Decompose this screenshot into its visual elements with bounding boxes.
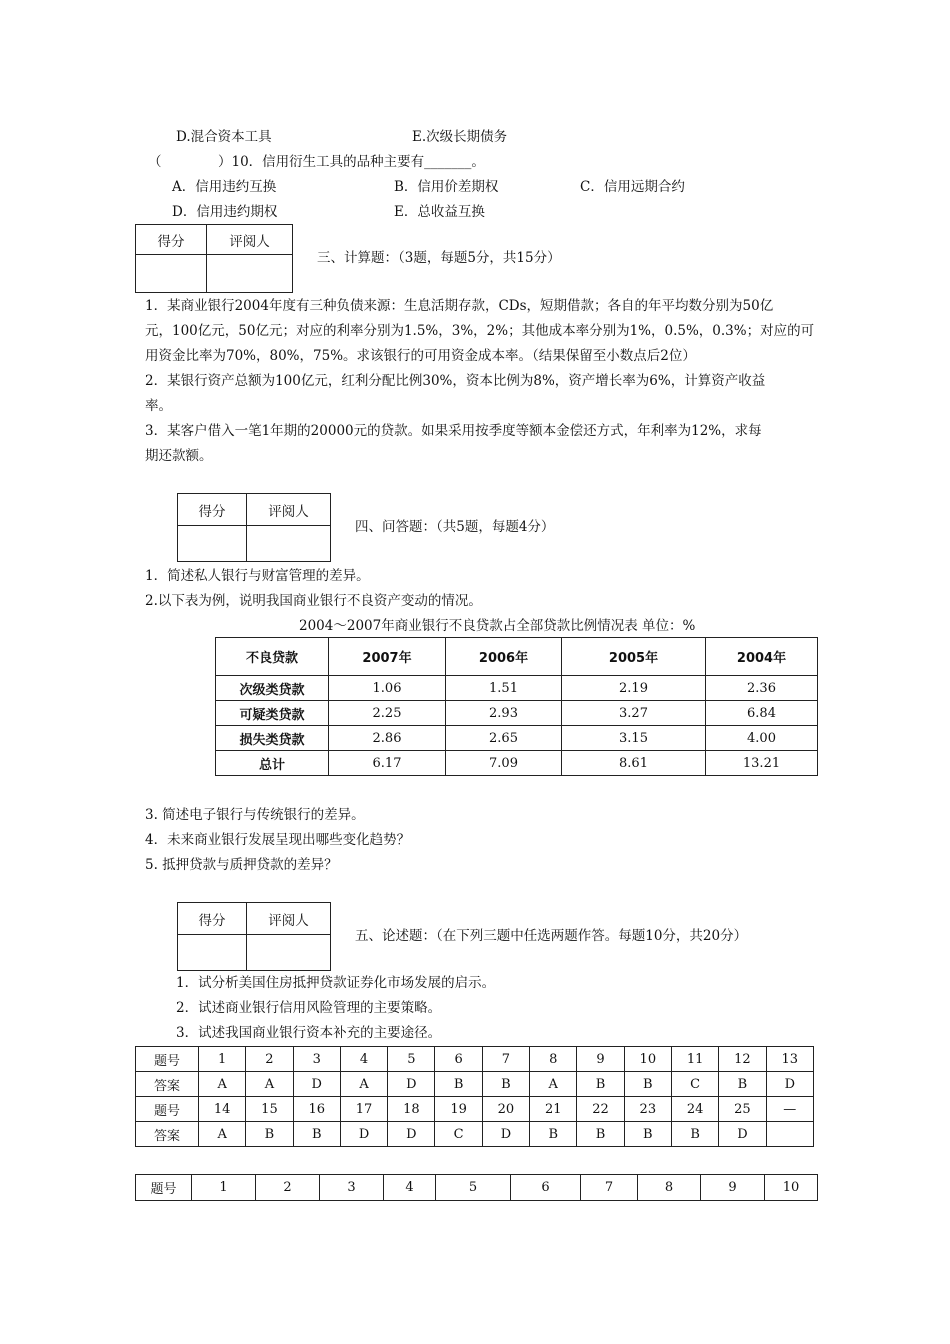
answer-cell: — bbox=[766, 1097, 813, 1122]
q10-paren: （ bbox=[148, 154, 162, 170]
answer-cell: 13 bbox=[766, 1047, 813, 1072]
table-cell: 2.36 bbox=[706, 676, 818, 701]
answer-cell: A bbox=[530, 1072, 577, 1097]
answer-cell: 7 bbox=[482, 1047, 529, 1072]
s3-q1-line1: 1．某商业银行2004年度有三种负债来源：生息活期存款，CDs，短期借款；各自的年平均数分别为50亿 bbox=[145, 298, 774, 314]
answer-cell: 15 bbox=[246, 1097, 293, 1122]
s5-q2: 2．试述商业银行信用风险管理的主要策略。 bbox=[176, 1000, 442, 1016]
table-row bbox=[216, 701, 818, 726]
table-row bbox=[216, 751, 818, 776]
answer-cell: 21 bbox=[530, 1097, 577, 1122]
answer-cell: B bbox=[293, 1122, 340, 1147]
s3-q3-line2: 期还款额。 bbox=[145, 448, 213, 464]
answer-cell: B bbox=[577, 1122, 624, 1147]
answer-cell: D bbox=[482, 1122, 529, 1147]
header-cell: 2006年 bbox=[446, 638, 562, 676]
reviewer-label: 评阅人 bbox=[207, 225, 293, 255]
answer-key-table bbox=[135, 1046, 814, 1147]
answer-cell: 6 bbox=[435, 1047, 482, 1072]
reviewer-label: 评阅人 bbox=[247, 494, 331, 526]
answer-cell: 14 bbox=[199, 1097, 246, 1122]
header-cell: 2007年 bbox=[329, 638, 446, 676]
answer-cell: A bbox=[340, 1072, 387, 1097]
answer-row bbox=[136, 1122, 814, 1147]
answer-cell: 4 bbox=[384, 1175, 436, 1201]
reviewer-cell[interactable] bbox=[247, 935, 331, 971]
answer-cell: D bbox=[293, 1072, 340, 1097]
s4-q5: 5. 抵押贷款与质押贷款的差异？ bbox=[145, 857, 338, 873]
table-cell: 2.93 bbox=[446, 701, 562, 726]
answer-cell: 25 bbox=[719, 1097, 766, 1122]
answer-cell: B bbox=[577, 1072, 624, 1097]
answer-cell: B bbox=[246, 1122, 293, 1147]
answer-cell: B bbox=[435, 1072, 482, 1097]
answer-cell: B bbox=[482, 1072, 529, 1097]
row-label: 损失类贷款 bbox=[216, 726, 329, 751]
table-cell: 2.86 bbox=[329, 726, 446, 751]
answer-cell: 22 bbox=[577, 1097, 624, 1122]
score-label: 得分 bbox=[178, 494, 247, 526]
row-label: 总计 bbox=[216, 751, 329, 776]
answer-cell: D bbox=[388, 1072, 435, 1097]
table-cell: 4.00 bbox=[706, 726, 818, 751]
table-cell: 1.06 bbox=[329, 676, 446, 701]
row-label: 次级类贷款 bbox=[216, 676, 329, 701]
score-box-section3 bbox=[135, 224, 293, 293]
answer-cell: 11 bbox=[671, 1047, 718, 1072]
q9-option-d: D.混合资本工具 bbox=[176, 129, 272, 145]
s5-q3: 3．试述我国商业银行资本补充的主要途径。 bbox=[176, 1025, 442, 1041]
reviewer-label: 评阅人 bbox=[247, 903, 331, 935]
header-cell: 不良贷款 bbox=[216, 638, 329, 676]
answer-cell: B bbox=[719, 1072, 766, 1097]
q10-option-d: D．信用违约期权 bbox=[172, 204, 278, 220]
answer-cell: 题号 bbox=[136, 1047, 199, 1072]
score-label: 得分 bbox=[136, 225, 207, 255]
score-label: 得分 bbox=[178, 903, 247, 935]
answer-cell: 5 bbox=[436, 1175, 511, 1201]
score-box-section4 bbox=[177, 493, 331, 562]
table-header-row bbox=[216, 638, 818, 676]
s3-q2-line2: 率。 bbox=[145, 398, 172, 414]
answer-cell: 5 bbox=[388, 1047, 435, 1072]
table-cell: 8.61 bbox=[562, 751, 706, 776]
table-row bbox=[216, 676, 818, 701]
answer-cell: 10 bbox=[765, 1175, 818, 1201]
answer-cell: B bbox=[671, 1122, 718, 1147]
s3-q1-line2: 元，100亿元，50亿元；对应的利率分别为1.5%，3%，2%；其他成本率分别为1%，0.5%，0.3%；对应的可 bbox=[145, 323, 815, 339]
header-cell: 2004年 bbox=[706, 638, 818, 676]
q10-option-a: A．信用违约互换 bbox=[172, 179, 277, 195]
q10-option-c: C．信用远期合约 bbox=[580, 179, 685, 195]
header-cell: 2005年 bbox=[562, 638, 706, 676]
section3-title: 三、计算题：（3题，每题5分，共15分） bbox=[317, 250, 561, 266]
answer-cell: 题号 bbox=[136, 1097, 199, 1122]
table-cell: 13.21 bbox=[706, 751, 818, 776]
answer-cell: D bbox=[388, 1122, 435, 1147]
answer-cell: A bbox=[199, 1072, 246, 1097]
npl-table bbox=[215, 637, 818, 776]
q10-stem: ）10．信用衍生工具的品种主要有_______。 bbox=[218, 154, 485, 170]
answer-cell: 4 bbox=[340, 1047, 387, 1072]
answer-cell: 8 bbox=[530, 1047, 577, 1072]
answer-row bbox=[136, 1047, 814, 1072]
answer-cell: 19 bbox=[435, 1097, 482, 1122]
s4-q3: 3. 简述电子银行与传统银行的差异。 bbox=[145, 807, 365, 823]
score-cell[interactable] bbox=[136, 255, 207, 293]
answer-cell: 10 bbox=[624, 1047, 671, 1072]
s5-q1: 1．试分析美国住房抵押贷款证券化市场发展的启示。 bbox=[176, 975, 496, 991]
reviewer-cell[interactable] bbox=[207, 255, 293, 293]
answer-cell: 6 bbox=[511, 1175, 581, 1201]
s4-q1: 1．简述私人银行与财富管理的差异。 bbox=[145, 568, 370, 584]
answer-cell: 2 bbox=[246, 1047, 293, 1072]
table-cell: 7.09 bbox=[446, 751, 562, 776]
answer-cell: 1 bbox=[199, 1047, 246, 1072]
table-caption: 2004～2007年商业银行不良贷款占全部贷款比例情况表 单位：% bbox=[299, 618, 696, 634]
answer-cell: 9 bbox=[701, 1175, 765, 1201]
table-cell: 2.19 bbox=[562, 676, 706, 701]
q10-option-b: B．信用价差期权 bbox=[394, 179, 499, 195]
answer-cell bbox=[766, 1122, 813, 1147]
score-cell[interactable] bbox=[178, 526, 247, 562]
answer-cell: 2 bbox=[256, 1175, 320, 1201]
answer-cell: 8 bbox=[638, 1175, 701, 1201]
score-box-section5 bbox=[177, 902, 331, 971]
answer-cell: 答案 bbox=[136, 1072, 199, 1097]
section4-title: 四、问答题：（共5题，每题4分） bbox=[355, 519, 555, 535]
reviewer-cell[interactable] bbox=[247, 526, 331, 562]
answer-cell: 16 bbox=[293, 1097, 340, 1122]
q10-option-e: E．总收益互换 bbox=[394, 204, 485, 220]
answer-cell: B bbox=[624, 1122, 671, 1147]
answer-key-table-2 bbox=[135, 1174, 818, 1201]
answer-cell: 7 bbox=[581, 1175, 638, 1201]
answer-row bbox=[136, 1097, 814, 1122]
s3-q2-line1: 2．某银行资产总额为100亿元，红利分配比例30%，资本比例为8%，资产增长率为6%，计算资产收益 bbox=[145, 373, 766, 389]
answer-cell: C bbox=[671, 1072, 718, 1097]
answer-cell: 答案 bbox=[136, 1122, 199, 1147]
answer-cell: 24 bbox=[671, 1097, 718, 1122]
table-cell: 2.65 bbox=[446, 726, 562, 751]
s4-q4: 4．未来商业银行发展呈现出哪些变化趋势？ bbox=[145, 832, 411, 848]
table-cell: 3.15 bbox=[562, 726, 706, 751]
answer-cell: 20 bbox=[482, 1097, 529, 1122]
answer-cell: A bbox=[199, 1122, 246, 1147]
score-cell[interactable] bbox=[178, 935, 247, 971]
s4-q2: 2.以下表为例，说明我国商业银行不良资产变动的情况。 bbox=[145, 593, 482, 609]
answer-cell: A bbox=[246, 1072, 293, 1097]
table-cell: 6.17 bbox=[329, 751, 446, 776]
answer-cell: D bbox=[766, 1072, 813, 1097]
table-cell: 3.27 bbox=[562, 701, 706, 726]
answer-cell: 12 bbox=[719, 1047, 766, 1072]
s3-q3-line1: 3．某客户借入一笔1年期的20000元的贷款。如果采用按季度等额本金偿还方式，年利率为12%，求每 bbox=[145, 423, 762, 439]
answer-cell: D bbox=[340, 1122, 387, 1147]
answer-cell: 3 bbox=[293, 1047, 340, 1072]
answer-cell: 3 bbox=[320, 1175, 384, 1201]
answer-cell: D bbox=[719, 1122, 766, 1147]
table-cell: 1.51 bbox=[446, 676, 562, 701]
answer-cell: 17 bbox=[340, 1097, 387, 1122]
answer-cell: 题号 bbox=[136, 1175, 192, 1201]
q9-option-e: E.次级长期债务 bbox=[412, 129, 508, 145]
table-cell: 6.84 bbox=[706, 701, 818, 726]
answer-cell: 9 bbox=[577, 1047, 624, 1072]
answer-cell: 23 bbox=[624, 1097, 671, 1122]
s3-q1-line3: 用资金比率为70%，80%，75%。求该银行的可用资金成本率。（结果保留至小数点后2位） bbox=[145, 348, 696, 364]
answer-cell: C bbox=[435, 1122, 482, 1147]
section5-title: 五、论述题：（在下列三题中任选两题作答。每题10分，共20分） bbox=[355, 928, 748, 944]
answer-row bbox=[136, 1072, 814, 1097]
answer-row bbox=[136, 1175, 818, 1201]
answer-cell: 1 bbox=[192, 1175, 256, 1201]
table-row bbox=[216, 726, 818, 751]
answer-cell: 18 bbox=[388, 1097, 435, 1122]
row-label: 可疑类贷款 bbox=[216, 701, 329, 726]
table-cell: 2.25 bbox=[329, 701, 446, 726]
answer-cell: B bbox=[530, 1122, 577, 1147]
answer-cell: B bbox=[624, 1072, 671, 1097]
